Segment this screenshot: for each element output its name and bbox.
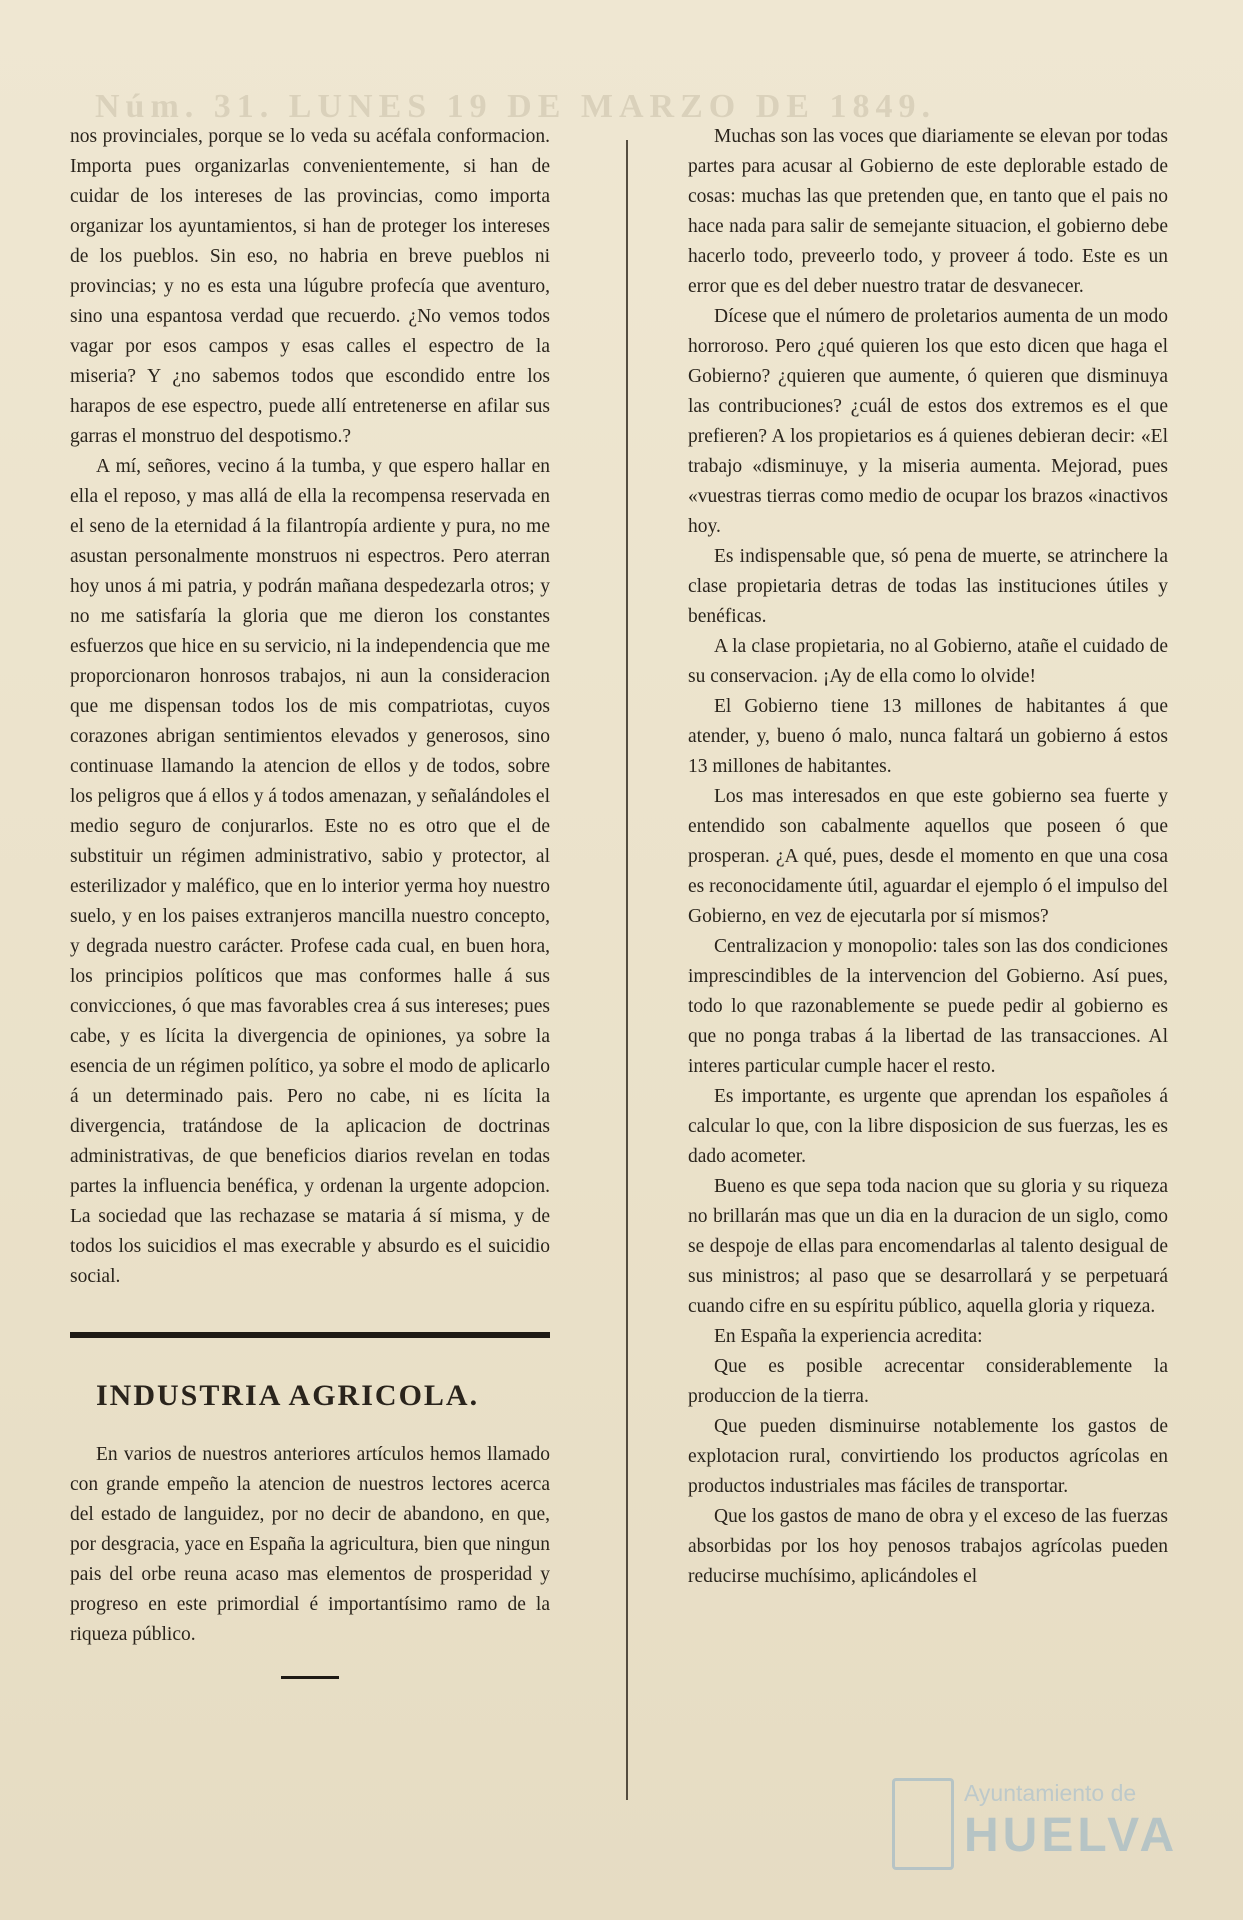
coat-of-arms-icon [892, 1778, 954, 1870]
right-column [688, 122, 1168, 1592]
right-paragraph: Que los gastos de mano de obra y el exceso de las fuerzas absorbidas por los hoy penosos trabajos agrícolas pueden reducirse muchísimo, aplicándoles el [688, 1506, 1168, 1587]
archive-watermark [892, 1770, 1192, 1890]
right-paragraph: Que es posible acrecentar considerablemente la produccion de la tierra. [688, 1356, 1168, 1407]
right-paragraph: El Gobierno tiene 13 millones de habitantes á que atender, y, bueno ó malo, nunca faltará un gobierno á estos 13 millones de habitantes. [688, 696, 1168, 777]
watermark-line2: HUELVA [964, 1809, 1179, 1862]
right-paragraph: Los mas interesados en que este gobierno sea fuerte y entendido son cabalmente aquellos que poseen ó que prosperan. ¿A qué, pues, desde el momento en que una cosa es reconocidamente útil, aguardar el ejemplo ó el impulso del Gobierno, en vez de ejecutarla por sí mismos? [688, 786, 1168, 927]
right-paragraph: Muchas son las voces que diariamente se elevan por todas partes para acusar al Gobierno de este deplorable estado de cosas: muchas las que pretenden que, en tanto que el pais no hace nada para salir de semejante situacion, el gobierno debe hacerlo todo, preveerlo todo, y proveer á todo. Este es un error que es del deber nuestro tratar de desvanecer. [688, 126, 1168, 297]
end-rule [281, 1676, 339, 1679]
left-paragraph: A mí, señores, vecino á la tumba, y que espero hallar en ella el reposo, y mas allá de ella la recompensa reservada en el seno de la eternidad á la filantropía ardiente y pura, no me asustan personalmente monstruos ni espectros. Pero aterran hoy unos á mi patria, y podrán mañana despedezarla otros; y no me satisfaría la gloria que me dieron los constantes esfuerzos que hice en su servicio, ni la independencia que me proporcionaron honrosos trabajos, ni aun la consideracion que me dispensan todos los de mis compatriotas, cuyos corazones abrigan sentimientos elevados y generosos, sino continuase llamando la atencion de ellos y de todos, sobre los peligros que á ellos y á todos amenazan, y señalándoles el medio seguro de conjurarlos. Este no es otro que el de substituir un régimen administrativo, sabio y protector, al esterilizador y maléfico, que en lo interior yerma hoy nuestro suelo, y en los paises extranjeros mancilla nuestro concepto, y degrada nuestro carácter. Profese cada cual, en buen hora, los principios políticos que mas conformes halle á sus convicciones, ó que mas favorables crea á sus intereses; pues cabe, y es lícita la divergencia de opiniones, ya sobre la esencia de un régimen político, ya sobre el modo de aplicarlo á un determinado pais. Pero no cabe, ni es lícita la divergencia, tratándose de la aplicacion de doctrinas administrativas, de que beneficios diarios revelan en todas partes la influencia benéfica, y ordenan la urgente adopcion. La sociedad que las rechazase se mataria á sí misma, y de todos los suicidios el mas execrable y absurdo es el suicidio social. [70, 456, 550, 1287]
right-paragraph: En España la experiencia acredita: [714, 1326, 983, 1347]
left-paragraph: nos provinciales, porque se lo veda su acéfala conformacion. Importa pues organizarlas convenientemente, si han de cuidar de los intereses de las provincias, como importa organizar los ayuntamientos, si han de proteger los intereses de los pueblos. Sin eso, no habria en breve pueblos ni provincias; y no es esta una lúgubre profecía que aventuro, sino una espantosa verdad que recuerdo. ¿No vemos todos vagar por esos campos y esas calles el espectro de la miseria? Y ¿no sabemos todos que escondido entre los harapos de ese espectro, puede allí entretenerse en afilar sus garras el monstruo del despotismo.? [70, 126, 550, 447]
right-paragraph: Es importante, es urgente que aprendan los españoles á calcular lo que, con la libre disposicion de sus fuerzas, les es dado acometer. [688, 1086, 1168, 1167]
left-column [70, 122, 550, 1679]
section-title: INDUSTRIA AGRICOLA. [96, 1379, 480, 1412]
column-divider [626, 140, 628, 1800]
right-paragraph: Dícese que el número de proletarios aumenta de un modo horroroso. Pero ¿qué quieren los que esto dicen que haga el Gobierno? ¿quieren que aumente, ó quieren que disminuya las contribuciones? ¿cuál de estos dos extremos es el que prefieren? A los propietarios es á quienes debieran decir: «El trabajo «disminuye, y la miseria aumenta. Mejorad, pues «vuestras tierras como medio de ocupar los brazos «inactivos hoy. [688, 306, 1168, 537]
right-paragraph: Bueno es que sepa toda nacion que su gloria y su riqueza no brillarán mas que un dia en la duracion de un siglo, como se despoje de ellas para encomendarlas al talento desigual de sus ministros; al paso que se desarrollará y se perpetuará cuando cifre en su espíritu público, aquella gloria y riqueza. [688, 1176, 1168, 1317]
watermark-line1: Ayuntamiento de [964, 1780, 1137, 1806]
section-paragraph: En varios de nuestros anteriores artículos hemos llamado con grande empeño la atencion de nuestros lectores acerca del estado de languidez, por no decir de abandono, en que, por desgracia, yace en España la agricultura, bien que ningun pais del orbe reuna acaso mas elementos de prosperidad y progreso en este primordial é importantísimo ramo de la riqueza público. [70, 1444, 550, 1645]
bleed-through-header: Núm. 31. LUNES 19 DE MARZO DE 1849. [95, 88, 936, 125]
right-paragraph: Centralizacion y monopolio: tales son las dos condiciones imprescindibles de la intervencion del Gobierno. Así pues, todo lo que razonablemente se puede pedir al gobierno es que no ponga trabas á la libertad de las transacciones. Al interes particular cumple hacer el resto. [688, 936, 1168, 1077]
right-paragraph: Que pueden disminuirse notablemente los gastos de explotacion rural, convirtiendo los productos agrícolas en productos industriales mas fáciles de transportar. [688, 1416, 1168, 1497]
section-rule [70, 1332, 550, 1338]
right-paragraph: A la clase propietaria, no al Gobierno, atañe el cuidado de su conservacion. ¡Ay de ella como lo olvide! [688, 636, 1168, 687]
right-paragraph: Es indispensable que, só pena de muerte, se atrinchere la clase propietaria detras de todas las instituciones útiles y benéficas. [688, 546, 1168, 627]
